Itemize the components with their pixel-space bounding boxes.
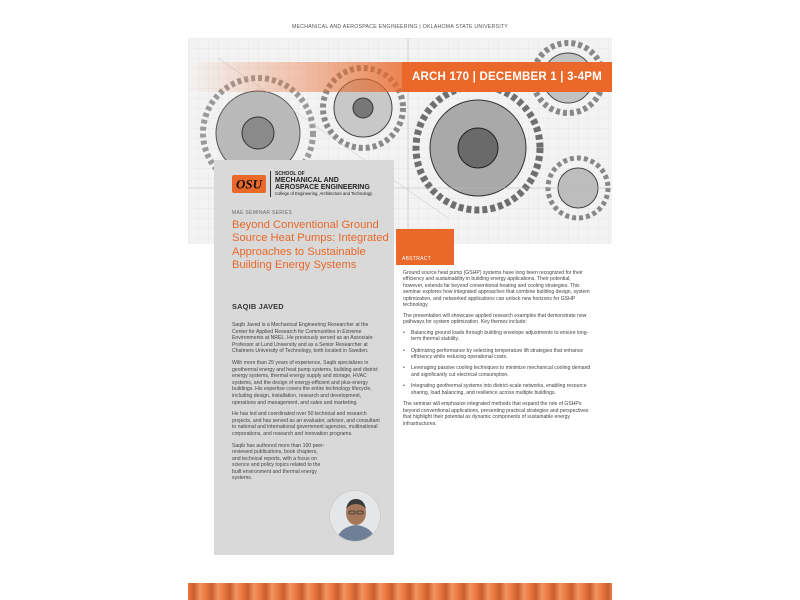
bio-paragraph: He has led and coordinated over 50 technical and research projects, and has served as an evaluator, advisor, and consultant to national and international government agencies, multinational corporations, and research and innovation programs.	[232, 411, 380, 437]
abstract-paragraph: The seminar will emphasize integrated methods that expand the role of GSHPs beyond conventional applications, presenting practical strategies and perspectives that highlight their potential as dynamic components of sustainable energy infrastructures.	[403, 401, 589, 427]
school-logo	[232, 171, 372, 197]
abstract-paragraph: Ground source heat pump (GSHP) systems have long been recognized for their efficiency and sustainability in building energy applications. Their potential, however, extends far beyond conventional heating and cooling strategies. This seminar explores how integrated approaches that combine building design, system optimization, and networked applications can unlock new horizons for GSHP technology.	[403, 270, 590, 309]
logo-college: College of Engineering, Architecture and Technology	[275, 191, 373, 197]
logo-text	[275, 172, 372, 197]
osu-mark-text: OSU	[235, 176, 263, 192]
logo-dept-line2: AEROSPACE ENGINEERING	[275, 183, 370, 191]
abstract-text	[403, 270, 591, 431]
osu-brand-mark	[232, 175, 266, 193]
accent-strip	[188, 62, 402, 92]
bio-paragraph: Saqib has authored more than 100 peer-reviewed publications, book chapters, and technical reports, with a focus on science and policy topics related to the built environment and thermal energy systems.	[232, 442, 325, 482]
key-themes-list	[403, 330, 591, 397]
list-item: • Optimizing performance by selecting temperature lift strategies that enhance efficiency while reducing operational costs.	[403, 348, 591, 361]
header-affiliation: MECHANICAL AND AEROSPACE ENGINEERING | OKLAHOMA STATE UNIVERSITY	[291, 24, 509, 30]
logo-divider	[270, 171, 271, 197]
seminar-title: Beyond Conventional Ground Source Heat Pumps: Integrated Approaches to Sustainable Building Energy Systems	[232, 219, 389, 271]
event-details-band: ARCH 170 | DECEMBER 1 | 3-4PM	[402, 62, 612, 92]
bio-paragraph: Saqib Javed is a Mechanical Engineering Researcher at the Center for Applied Research for Communities in Extreme Environments at NREL. He previously served as an Associate Professor at Lund University and as a Senior Researcher at Chalmers University of Technology, both located in Sweden.	[232, 322, 373, 355]
abstract-paragraph: The presentation will showcase applied research examples that demonstrate new pathways for system optimization. Key themes include:	[403, 312, 587, 326]
list-item: • Leveraging passive cooling techniques to minimize mechanical cooling demand and significantly cut electrical consumption.	[403, 365, 591, 378]
logo-dept-line1: MECHANICAL AND	[275, 176, 339, 184]
abstract-label: ABSTRACT	[402, 256, 432, 262]
bottom-gears-strip	[188, 583, 612, 600]
list-item: • Balancing ground loads through building envelope adjustments to ensure long-term thermal stability.	[403, 330, 591, 343]
list-item: • Integrating geothermal systems into district-scale networks, enabling resource sharing, load balancing, and resilience across multiple buildings.	[403, 383, 591, 396]
speaker-bio	[232, 322, 382, 487]
seminar-series-label: MAE SEMINAR SERIES	[232, 210, 293, 216]
bio-paragraph: With more than 25 years of experience, Saqib specializes in geothermal energy and heat pump systems, building and district energy systems, thermal energy supply and storage, HVAC systems, and the design of energy-efficient and plus-energy buildings. His expertise covers the entire technology lifecycle, including design, installation, research and development, operations and management, and sales and marketing.	[232, 359, 378, 406]
speaker-photo	[329, 490, 381, 542]
logo-school: SCHOOL OF	[275, 170, 305, 177]
speaker-name: SAQIB JAVED	[232, 302, 284, 311]
